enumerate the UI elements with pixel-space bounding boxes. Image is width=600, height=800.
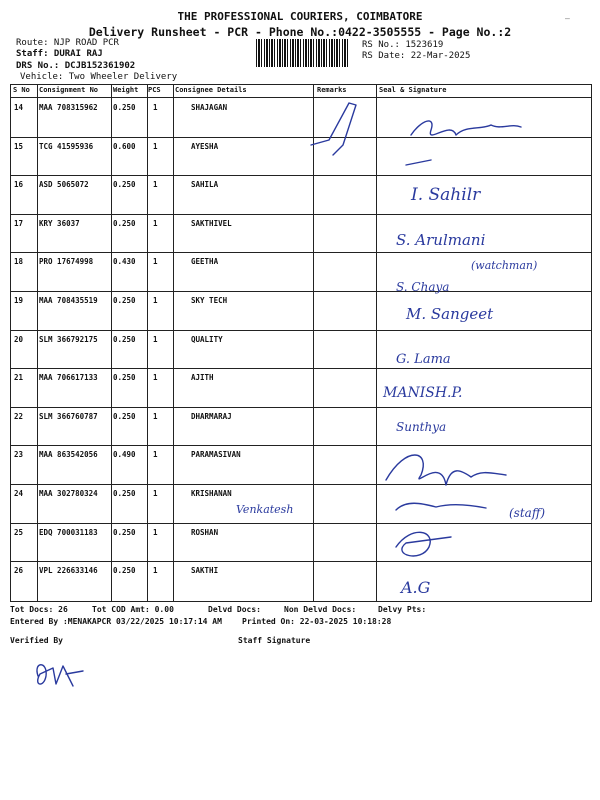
col-remarks: Remarks [317,86,347,94]
row-weight: 0.250 [113,527,136,537]
row-weight: 0.250 [113,373,136,383]
row-consignment-no: TCG 41595936 [39,141,94,151]
signature-row-18: S. Chaya [396,280,450,294]
signature-row-14 [411,121,521,135]
company-name: THE PROFESSIONAL COURIERS, COIMBATORE [177,10,423,23]
row-sno: 20 [14,334,24,344]
row-weight: 0.600 [113,141,136,151]
row-pcs: 1 [153,527,158,537]
col-sno: S No [13,86,30,94]
row-consignee: SAKTHIVEL [191,218,232,228]
verifier-signature [28,656,98,696]
col-consignment: Consignment No [39,86,99,94]
signature-row-22: Sunthya [396,420,447,434]
signature-row-24 [396,503,486,510]
runsheet-table [10,84,592,602]
signature-row-24-role: (staff) [509,506,545,520]
row-consignment-no: MAA 863542056 [39,450,98,460]
row-pcs: 1 [153,141,158,151]
row-sno: 23 [14,450,24,460]
row-consignment-no: MAA 302780324 [39,489,98,498]
row-consignment-no: VPL 226633146 [39,566,98,576]
row-pcs: 1 [153,257,158,267]
row-consignment-no: SLM 366760787 [39,411,98,421]
row-consignee: PARAMASIVAN [191,450,241,460]
col-weight: Weight [113,86,139,94]
row-weight: 0.250 [113,180,136,190]
row-sno: 15 [14,141,24,151]
row-sno: 25 [14,527,24,537]
route-label: Route: NJP ROAD PCR [16,38,119,48]
row-sno: 22 [14,411,24,421]
vehicle-label: Vehicle: Two Wheeler Delivery [20,72,178,82]
row-consignee: DHARMARAJ [191,411,232,421]
signature-row-21: MANISH.P. [383,385,463,401]
row-consignee: SAKTHI [191,566,219,576]
total-cod-amount: Tot COD Amt: 0.00 [92,605,174,614]
row-consignment-no: SLM 366792175 [39,334,98,344]
row-pcs: 1 [153,180,158,190]
col-seal: Seal & Signature [379,86,447,94]
signature-row-26: A.G [401,578,431,597]
row-sno: 14 [14,103,24,112]
row-weight: 0.250 [113,296,136,305]
verified-by-label: Verified By [10,636,63,645]
printed-on: Printed On: 22-03-2025 10:18:28 [242,617,392,626]
signature-row-23 [386,455,506,485]
signature-row-20: G. Lama [396,352,451,367]
row-sno: 24 [14,489,24,498]
signatures-layer [11,85,591,601]
entered-by: Entered By :MENAKAPCR 03/22/2025 10:17:14 AM [10,617,222,626]
row-sno: 17 [14,218,24,228]
row-consignee: QUALITY [191,334,223,344]
row-consignee: SKY TECH [191,296,228,305]
drs-number: DRS No.: DCJB152361902 [16,61,136,71]
remark-row-24: Venkatesh [236,503,294,516]
signature-row-19: M. Sangeet [406,305,494,323]
row-sno: 26 [14,566,24,576]
signature-row-17: S. Arulmani [396,231,486,249]
signature-row-15 [406,160,431,165]
row-pcs: 1 [153,334,158,344]
row-sno: 16 [14,180,24,190]
staff-label: Staff: DURAI RAJ [16,49,103,59]
rs-date: RS Date: 22-Mar-2025 [362,51,471,61]
row-weight: 0.250 [113,334,136,344]
row-consignee: AYESHA [191,141,219,151]
row-consignment-no: ASD 5065072 [39,180,89,190]
row-weight: 0.490 [113,450,136,460]
row-consignment-no: PRO 17674998 [39,257,94,267]
row-pcs: 1 [153,566,158,576]
staff-signature-label: Staff Signature [238,636,311,645]
col-pcs: PCS [148,86,161,94]
signature-row-17-role: (watchman) [471,259,538,272]
col-consignee: Consignee Details [175,86,247,94]
row-sno: 21 [14,373,24,383]
row-consignment-no: MAA 708315962 [39,103,98,112]
row-consignment-no: EDQ 700031183 [39,527,98,537]
row-pcs: 1 [153,450,158,460]
row-weight: 0.250 [113,411,136,421]
total-docs: Tot Docs: 26 [10,605,68,614]
signature-row-25 [396,532,451,556]
delivered-docs: Delvd Docs: [208,605,261,614]
row-weight: 0.250 [113,566,136,576]
row-pcs: 1 [153,218,158,228]
row-pcs: 1 [153,411,158,421]
runsheet-title: Delivery Runsheet - PCR - Phone No.:0422-3505555 - Page No.:2 [88,25,512,39]
remark-tick-mark [311,103,356,155]
row-sno: 19 [14,296,24,305]
row-weight: 0.250 [113,103,136,112]
corner-mark: — [565,14,570,23]
row-weight: 0.430 [113,257,136,267]
row-pcs: 1 [153,489,158,498]
row-consignee: KRISHANAN [191,489,232,498]
row-consignee: AJITH [191,373,214,383]
non-delivered-docs: Non Delvd Docs: [284,605,357,614]
row-pcs: 1 [153,373,158,383]
row-weight: 0.250 [113,489,136,498]
row-consignee: GEETHA [191,257,219,267]
delivery-points: Delvy Pts: [378,605,427,614]
row-pcs: 1 [153,103,158,112]
signature-row-16: I. Sahilr [411,185,481,205]
rs-number: RS No.: 1523619 [362,40,444,50]
row-consignee: SHAJAGAN [191,103,228,112]
row-consignment-no: MAA 708435519 [39,296,98,305]
row-consignment-no: KRY 36037 [39,218,80,228]
row-sno: 18 [14,257,24,267]
row-consignee: SAHILA [191,180,219,190]
barcode [256,39,348,67]
row-weight: 0.250 [113,218,136,228]
row-consignment-no: MAA 706617133 [39,373,98,383]
row-consignee: ROSHAN [191,527,219,537]
row-pcs: 1 [153,296,158,305]
